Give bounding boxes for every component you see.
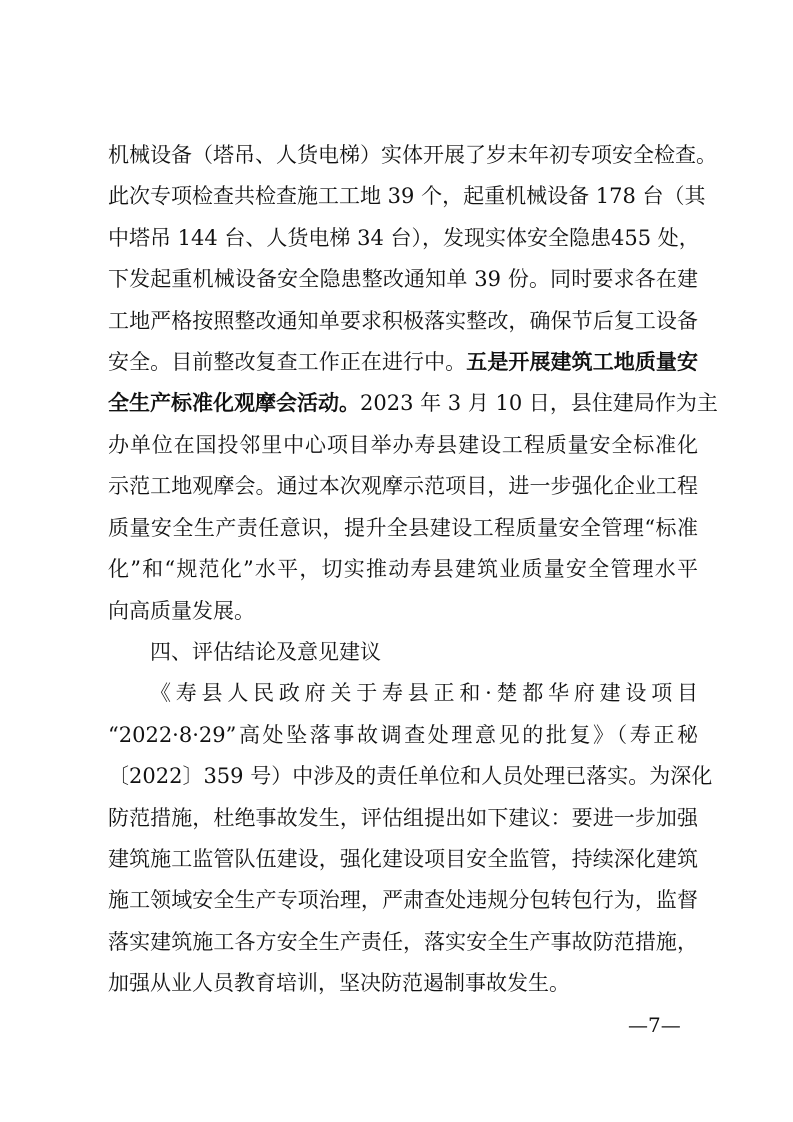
body-text-line: 办单位在国投邻里中心项目举办寿县建设工程质量安全标准化 [108,432,698,457]
body-text-line: 示范工地观摩会。通过本次观摩示范项目，进一步强化企业工程 [108,474,698,499]
body-text-span: 2023 年 3 月 10 日，县住建局作为主 [360,391,718,416]
bold-lead-text: 全生产标准化观摩会活动。 [108,391,360,416]
body-text-line: 工地严格按照整改通知单要求积极落实整改，确保节后复工设备 [108,308,698,333]
body-text-line: 《寿县人民政府关于寿县正和·楚都华府建设项目 [150,681,698,706]
body-text-line: 建筑施工监管队伍建设，强化建设项目安全监管，持续深化建筑 [108,847,698,871]
body-text-line: 〔2022〕359 号）中涉及的责任单位和人员处理已落实。为深化 [108,764,713,789]
section-heading: 四、评估结论及意见建议 [150,639,381,664]
body-text-line [108,345,698,379]
body-text-line: 质量安全生产责任意识，提升全县建设工程质量安全管理“标准 [108,515,698,540]
body-text-line: 施工领域安全生产专项治理，严肃查处违规分包转包行为，监督 [108,888,698,913]
body-text-line: 防范措施，杜绝事故发生，评估组提出如下建议：要进一步加强 [108,805,698,830]
body-text-line: 向高质量发展。 [108,598,255,623]
body-text-line: 加强从业人员教育培训，坚决防范遏制事故发生。 [108,971,570,996]
body-text-line: 落实建筑施工各方安全生产责任，落实安全生产事故防范措施， [108,929,698,954]
body-text-line: 化”和“规范化”水平，切实推动寿县建筑业质量安全管理水平 [108,557,698,582]
body-text-span: 安全。目前整改复查工作正在进行中。 [108,350,467,375]
body-text-line: 机械设备（塔吊、人货电梯）实体开展了岁末年初专项安全检查。 [108,143,717,167]
body-text-line: 中塔吊 144 台、人货电梯 34 台），发现实体安全隐患455 处， [108,225,700,250]
body-text-line [108,386,718,420]
body-text-line: 下发起重机械设备安全隐患整改通知单 39 份。同时要求各在建 [108,267,698,292]
bold-lead-text: 五是开展建筑工地质量安 [466,350,699,375]
body-text-line: “2022·8·29”高处坠落事故调查处理意见的批复》（寿正秘 [108,722,698,747]
page-number: —7— [628,1013,681,1037]
body-text-line: 此次专项检查共检查施工工地 39 个，起重机械设备 178 台（其 [108,184,706,209]
